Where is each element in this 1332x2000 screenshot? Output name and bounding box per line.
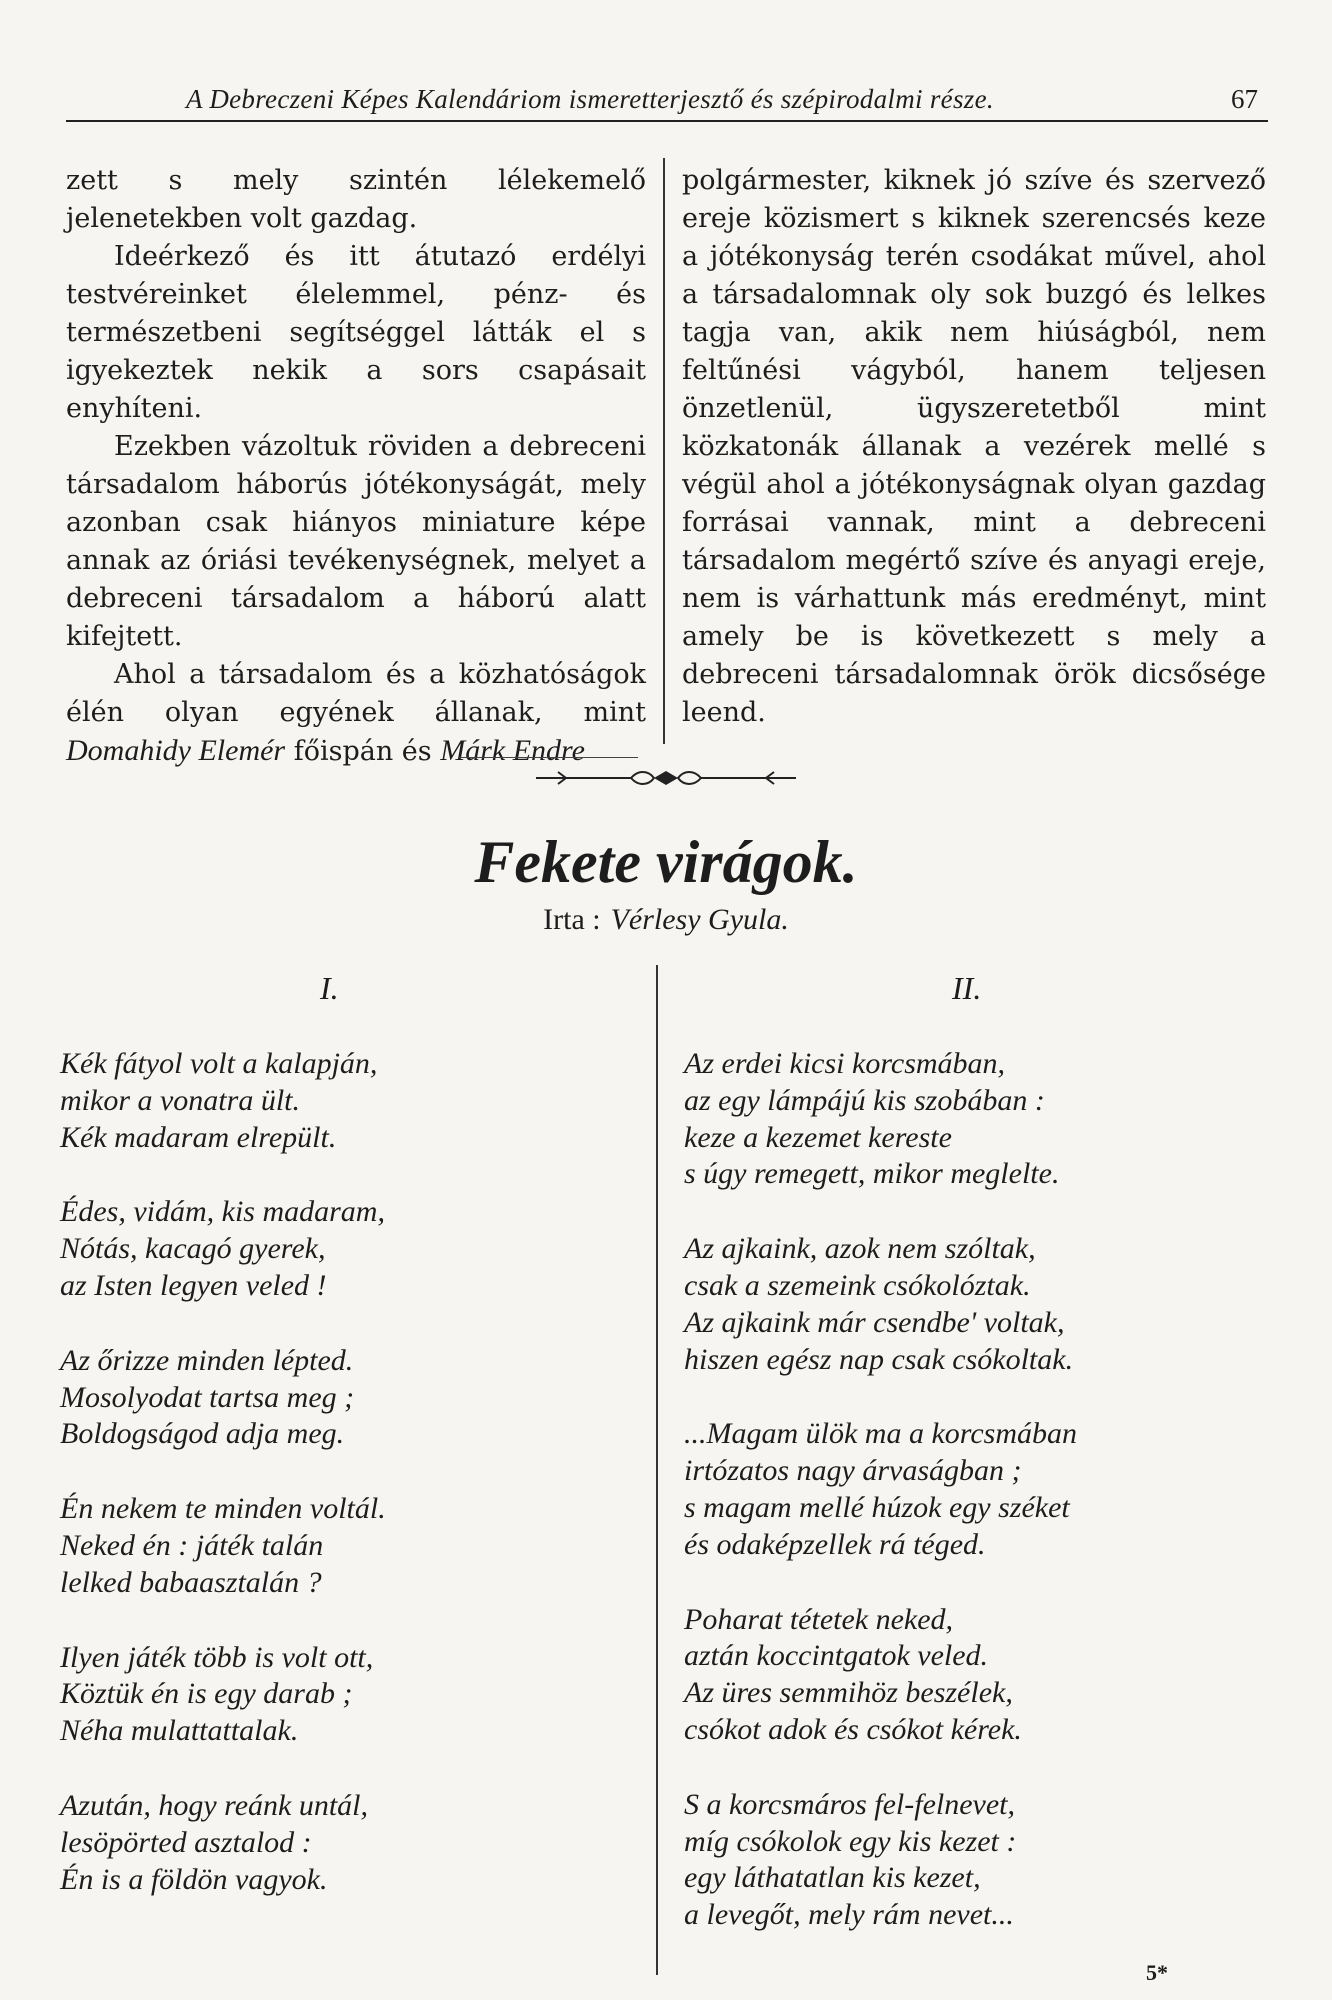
stanza [60, 1343, 640, 1453]
poem-line: Neked én : játék talán [60, 1528, 324, 1562]
stanza [60, 1491, 640, 1601]
byline [0, 903, 1332, 937]
person-name-mark: Márk Endre [440, 734, 585, 767]
prose-paragraph: zett s mely szintén lélekemelő jelenetekben volt gazdag. [66, 165, 646, 234]
stanza [684, 1602, 1274, 1749]
poem-line: Az üres semmihöz beszélek, [684, 1676, 1013, 1710]
poem-line: míg csókolok egy kis kezet : [684, 1824, 1017, 1858]
stanza [684, 1046, 1274, 1193]
poem-line: az egy lámpájú kis szobában : [684, 1083, 1045, 1117]
column-divider-top [663, 158, 665, 744]
poem-line: Nótás, kacagó gyerek, [60, 1232, 326, 1266]
poem-line: Az őrizze minden lépted. [60, 1343, 354, 1377]
section-number-1: I. [320, 970, 339, 1006]
person-name-domahidy: Domahidy Elemér [66, 734, 286, 767]
header-rule [66, 120, 1268, 122]
poem-line: keze a kezemet kereste [684, 1120, 952, 1154]
poem-line: aztán koccintgatok veled. [684, 1639, 989, 1673]
poem-line: Köztük én is egy darab ; [60, 1677, 353, 1711]
prose-paragraph: Ideérkező és itt átutazó erdélyi testvéreinket élelemmel, pénz- és természetbeni segítséggel látták el s igyekeztek nekik a sors csapásait enyhíteni. [66, 241, 646, 424]
prose-paragraph: Ezekben vázoltuk röviden a debreceni társadalom háborús jótékonyságát, mely azonban csak hiányos miniature képe annak az óriási tevékenységnek, melyet a debreceni társadalom a háború alatt kifejtett. [66, 431, 646, 652]
poem-line: Kék madaram elrepült. [60, 1120, 337, 1154]
poem-line: csókot adok és csókot kérek. [684, 1712, 1022, 1746]
poem-line: Poharat tétetek neked, [684, 1602, 954, 1636]
poem-line: s magam mellé húzok egy széket [684, 1490, 1070, 1524]
byline-label: Irta : [543, 903, 601, 936]
column-divider-bottom [656, 965, 658, 1975]
poem-author: Vérlesy Gyula. [610, 903, 789, 936]
section-number-2: II. [952, 970, 982, 1006]
poem-line: Én nekem te minden voltál. [60, 1492, 386, 1526]
poem-line: hiszen egész nap csak csókoltak. [684, 1342, 1074, 1376]
poem-line: Ilyen játék több is volt ott, [60, 1640, 374, 1674]
poem-line: mikor a vonatra ült. [60, 1083, 300, 1117]
poem-part-1 [60, 1046, 640, 1936]
poem-line: a levegőt, mely rám nevet... [684, 1898, 1014, 1932]
poem-line: irtózatos nagy árvaságban ; [684, 1454, 1022, 1488]
stanza [684, 1231, 1274, 1378]
prose-text: Ahol a társadalom és a közhatóságok élén olyan egyének állanak, mint [66, 659, 646, 728]
prose-left-column [66, 162, 646, 771]
poem-line: S a korcsmáros fel-felnevet, [684, 1787, 1016, 1821]
poem-line: lelked babaasztalán ? [60, 1565, 322, 1599]
stanza [60, 1046, 640, 1156]
poem-line: s úgy remegett, mikor meglelte. [684, 1157, 1060, 1191]
prose-right-column [682, 162, 1266, 732]
poem-line: lesöpörted asztalod : [60, 1825, 312, 1859]
poem-line: csak a szemeink csókolóztak. [684, 1268, 1031, 1302]
stanza [684, 1416, 1274, 1563]
poem-line: Az ajkaink, azok nem szóltak, [684, 1232, 1036, 1266]
poem-line: Édes, vidám, kis madaram, [60, 1195, 385, 1229]
running-header [66, 80, 1266, 120]
poem-part-2 [684, 1046, 1274, 1972]
prose-paragraph: polgármester, kiknek jó szíve és szervező ereje közismert s kiknek szerencsés keze a jótékonyság terén csodákat művel, ahol a társadalomnak oly sok buzgó és lelkes tagja van, akik nem hiúságból, nem feltűnési vágyból, hanem teljesen önzetlenül, ügyszeretetből mint közkatonák állanak a vezérek mellé s végül ahol a jótékonyságnak olyan gazdag forrásai vannak, mint a debreceni társadalom megértő szíve és anyagi ereje, nem is várhattunk más eredményt, mint amely be is következett s mely a debreceni társadalomnak örök dicsősége leend. [682, 165, 1266, 728]
poem-line: Az erdei kicsi korcsmában, [684, 1047, 1006, 1080]
stanza [60, 1194, 640, 1304]
stanza [60, 1788, 640, 1898]
poem-line: Boldogságod adja meg. [60, 1417, 345, 1451]
printer-signature-mark: 5* [1146, 1960, 1168, 1985]
page-number: 67 [1231, 84, 1258, 114]
poem-line: ...Magam ülök ma a korcsmában [684, 1417, 1078, 1451]
poem-line: Kék fátyol volt a kalapján, [60, 1047, 378, 1080]
stanza [684, 1787, 1274, 1934]
prose-paragraph-final [66, 656, 646, 771]
name-underline [458, 757, 638, 758]
poem-line: egy láthatatlan kis kezet, [684, 1861, 981, 1895]
poem-line: Mosolyodat tartsa meg ; [60, 1380, 355, 1414]
stanza [60, 1640, 640, 1750]
poem-line: Néha mulattattalak. [60, 1714, 299, 1748]
poem-line: Én is a földön vagyok. [60, 1862, 328, 1896]
poem-title: Fekete virágok. [474, 829, 858, 895]
ornament-divider-icon [536, 768, 796, 788]
poem-line: Azután, hogy reánk untál, [60, 1788, 369, 1822]
running-title: A Debreczeni Képes Kalendáriom ismeretterjesztő és szépirodalmi része. [186, 84, 994, 114]
poem-line: és odaképzellek rá téged. [684, 1527, 986, 1561]
poem-line: Az ajkaink már csendbe' voltak, [684, 1305, 1065, 1339]
prose-text: főispán és [293, 736, 432, 767]
poem-line: az Isten legyen veled ! [60, 1268, 327, 1302]
